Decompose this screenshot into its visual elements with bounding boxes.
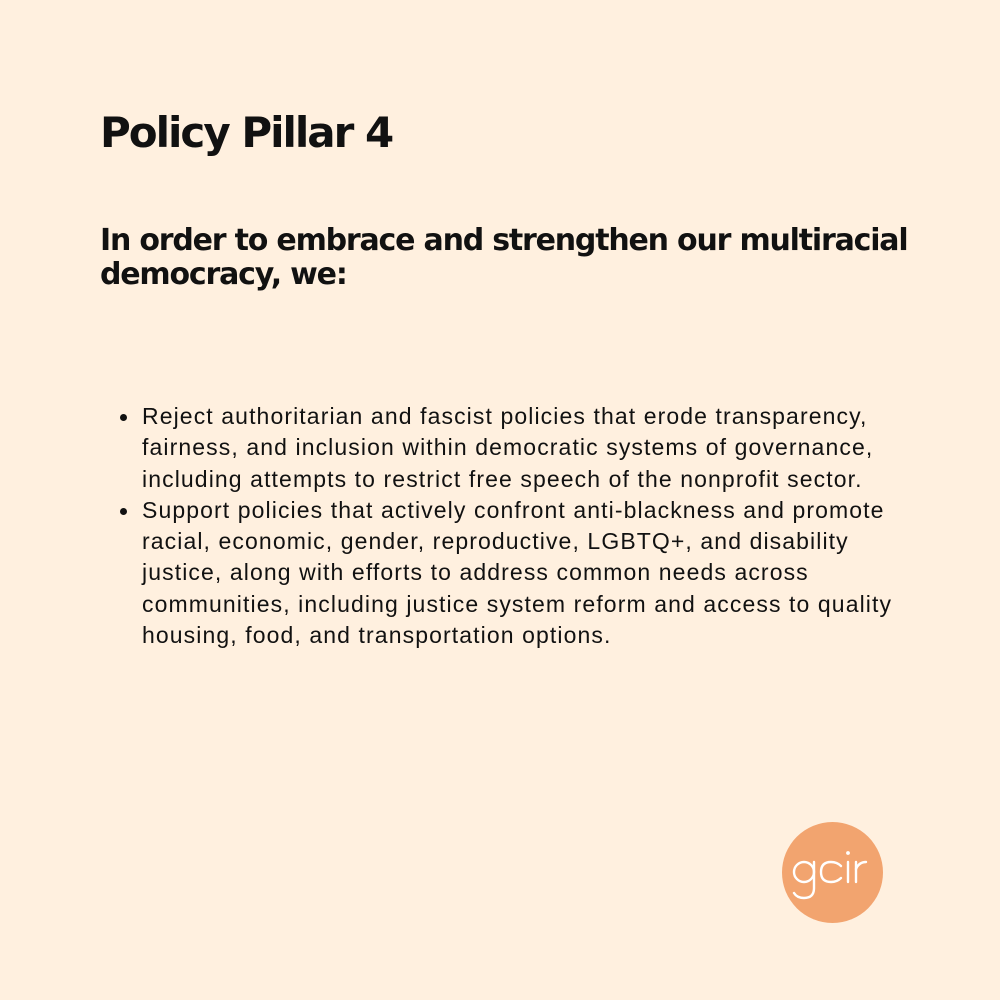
gcir-logo: [782, 822, 883, 923]
list-item: [142, 495, 922, 651]
bullet-icon: [120, 414, 127, 421]
list-item-text: Reject authoritarian and fascist policies that erode transparency, fairness, and inclusion within democratic systems of governance, including attempts to restrict free speech of the nonprofit sector.: [142, 403, 874, 492]
bullet-icon: [120, 508, 127, 515]
page-title: Policy Pillar 4: [100, 108, 393, 157]
intro-statement: In order to embrace and strengthen our multiracial democracy, we:: [100, 223, 908, 292]
logo-dot: [846, 851, 850, 855]
list-item-text: Support policies that actively confront anti-blackness and promote racial, economic, gender, reproductive, LGBTQ+, and disability justice, along with efforts to address common needs across communities, including justice system reform and access to quality housing, food, and transportation options.: [142, 496, 893, 649]
list-item: [142, 401, 922, 495]
gcir-logo-mark: [782, 822, 883, 923]
policy-list: [142, 401, 922, 651]
